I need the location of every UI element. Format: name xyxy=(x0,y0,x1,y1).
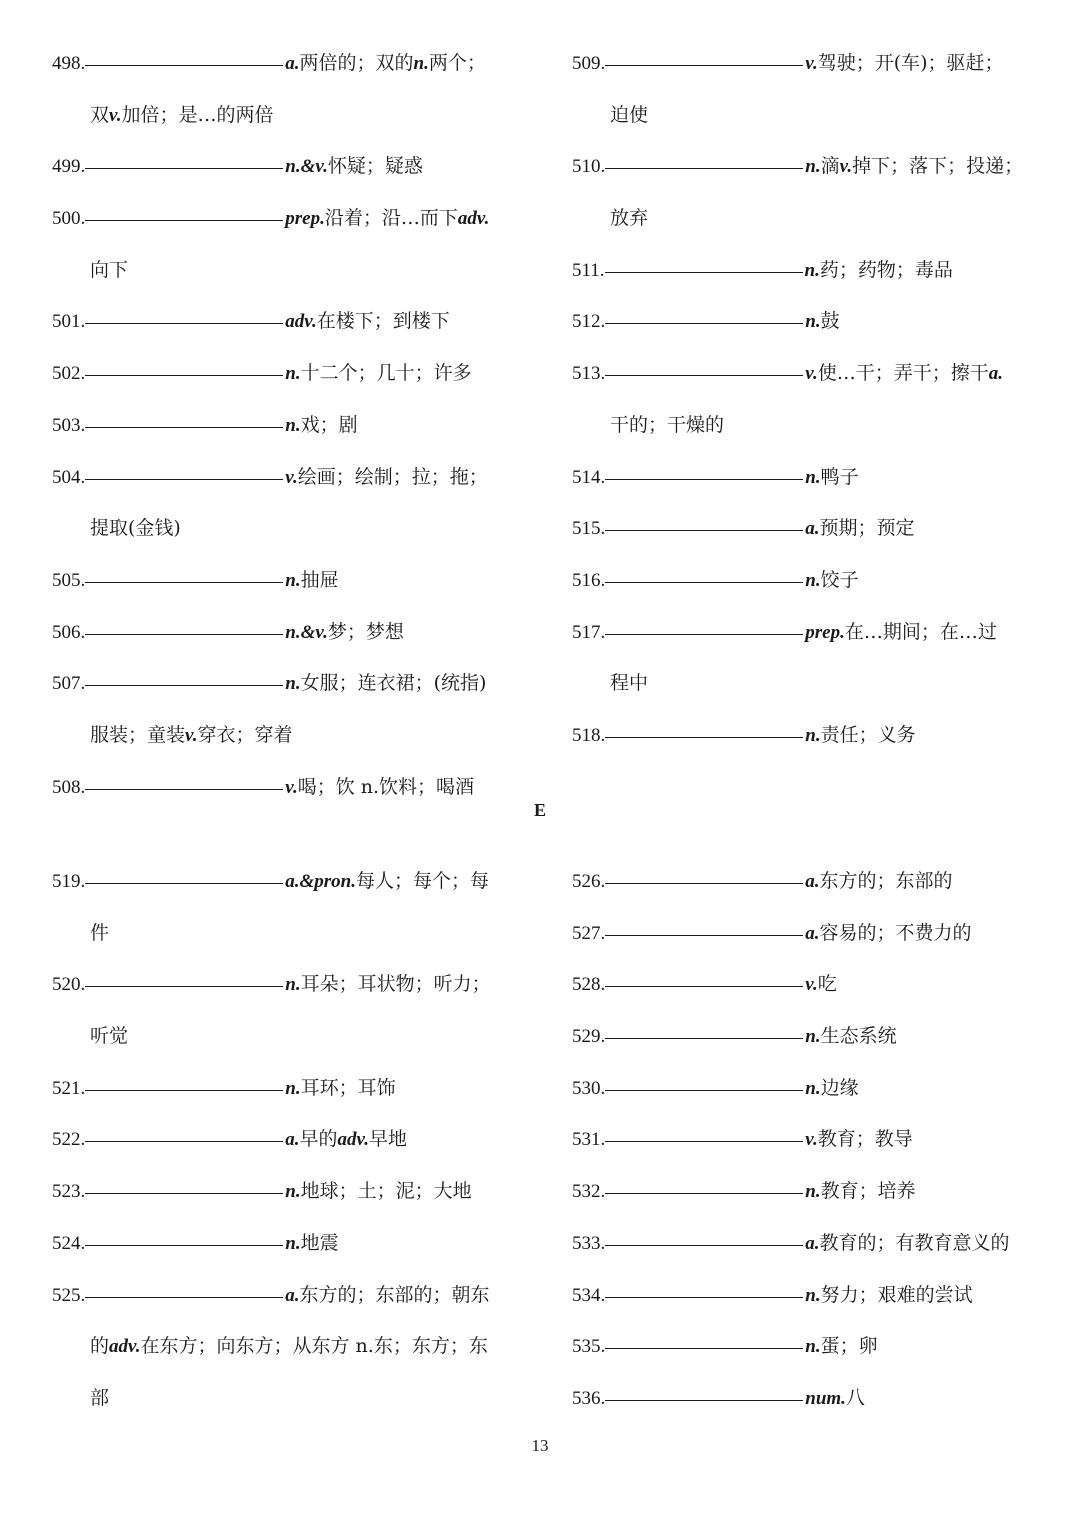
definition-text: 向下 xyxy=(90,258,129,281)
entry-number: 521. xyxy=(52,1077,86,1099)
entry-number: 503. xyxy=(52,414,86,436)
answer-blank[interactable] xyxy=(605,167,803,169)
entry-number: 519. xyxy=(52,871,86,892)
part-of-speech: v. xyxy=(839,156,853,178)
part-of-speech: v. xyxy=(285,776,298,798)
vocab-entry xyxy=(572,607,1042,659)
vocab-entry xyxy=(572,1373,1042,1425)
definition-text: 东方的；东部的 xyxy=(819,870,953,892)
answer-blank[interactable] xyxy=(85,985,283,987)
definition-continuation xyxy=(52,1011,522,1063)
definition-text: 双 xyxy=(90,103,110,126)
definition-text: 程中 xyxy=(610,672,649,695)
answer-blank[interactable] xyxy=(605,1089,803,1091)
answer-blank[interactable] xyxy=(605,1037,803,1039)
answer-blank[interactable] xyxy=(605,1399,803,1401)
definition-continuation xyxy=(572,658,1042,710)
definition-text: 干的；干燥的 xyxy=(610,413,725,436)
answer-blank[interactable] xyxy=(605,374,803,376)
part-of-speech: adv. xyxy=(285,311,317,333)
definition-text: 喝；饮 n.饮料；喝酒 xyxy=(297,775,475,798)
answer-blank[interactable] xyxy=(85,1296,283,1298)
entry-number: 504. xyxy=(52,466,86,488)
entry-number: 535. xyxy=(572,1336,606,1358)
entry-number: 518. xyxy=(572,724,606,746)
answer-blank[interactable] xyxy=(605,1296,803,1298)
definition-text: 戏；剧 xyxy=(300,413,358,436)
part-of-speech: v. xyxy=(805,974,818,996)
definition-text: 蛋；卵 xyxy=(820,1335,878,1358)
entry-number: 527. xyxy=(572,922,606,944)
definition-text: 服装；童装 xyxy=(90,723,186,746)
answer-blank[interactable] xyxy=(85,1089,283,1091)
definition-text: 件 xyxy=(90,921,110,944)
definition-text: 努力；艰难的尝试 xyxy=(820,1283,973,1306)
definition-text: 掉下；落下；投递； xyxy=(852,155,1024,178)
answer-blank[interactable] xyxy=(85,322,283,324)
vocab-entry xyxy=(572,1270,1042,1322)
answer-blank[interactable] xyxy=(605,1347,803,1349)
vocab-entry xyxy=(52,1270,522,1322)
entry-number: 520. xyxy=(52,974,86,996)
section2-right-column xyxy=(572,856,1042,1425)
answer-blank[interactable] xyxy=(605,1244,803,1246)
definition-text: 早的 xyxy=(299,1128,338,1151)
definition-continuation xyxy=(572,193,1042,245)
definition-text: 容易的；不费力的 xyxy=(819,921,972,944)
part-of-speech: n. xyxy=(805,1077,821,1099)
definition-text: 迫使 xyxy=(610,103,649,126)
section1-right-column xyxy=(572,38,1042,762)
part-of-speech: n.&v. xyxy=(285,156,328,178)
answer-blank[interactable] xyxy=(605,1192,803,1194)
entry-number: 530. xyxy=(572,1077,606,1099)
definition-text: 鸭子 xyxy=(820,465,859,488)
vocab-entry xyxy=(572,959,1042,1011)
vocab-entry xyxy=(572,452,1042,504)
vocab-entry xyxy=(572,1114,1042,1166)
vocab-entry xyxy=(572,856,1042,908)
part-of-speech: n. xyxy=(285,974,301,996)
vocab-entry xyxy=(52,193,522,245)
part-of-speech: v. xyxy=(805,1129,818,1151)
answer-blank[interactable] xyxy=(605,322,803,324)
definition-text: 八 xyxy=(845,1386,865,1409)
definition-text: 女服；连衣裙；(统指) xyxy=(300,672,487,695)
answer-blank[interactable] xyxy=(605,934,803,936)
definition-text: 梦；梦想 xyxy=(327,620,404,643)
part-of-speech: n. xyxy=(285,673,301,695)
definition-text: 生态系统 xyxy=(820,1025,897,1048)
vocab-entry xyxy=(52,607,522,659)
answer-blank[interactable] xyxy=(85,374,283,376)
entry-number: 507. xyxy=(52,673,86,695)
definition-text: 两倍的；双的 xyxy=(299,52,414,74)
entry-number: 522. xyxy=(52,1129,86,1151)
part-of-speech: n. xyxy=(805,156,821,178)
definition-text: 的 xyxy=(90,1335,110,1358)
entry-number: 516. xyxy=(572,569,606,591)
vocab-entry xyxy=(52,296,522,348)
vocab-entry xyxy=(52,555,522,607)
definition-text: 责任；义务 xyxy=(820,723,916,746)
definition-text: 驾驶；开(车)；驱赶； xyxy=(817,52,1004,74)
entry-number: 509. xyxy=(572,53,606,74)
definition-text: 教育；培养 xyxy=(820,1180,916,1203)
entry-number: 525. xyxy=(52,1284,86,1306)
definition-text: 听觉 xyxy=(90,1025,129,1048)
definition-text: 耳环；耳饰 xyxy=(300,1076,396,1099)
part-of-speech: n. xyxy=(285,1181,301,1203)
part-of-speech: adv. xyxy=(337,1129,369,1151)
answer-blank[interactable] xyxy=(605,1140,803,1142)
definition-text: 饺子 xyxy=(820,568,859,591)
part-of-speech: a. xyxy=(988,363,1003,385)
answer-blank[interactable] xyxy=(605,478,803,480)
part-of-speech: v. xyxy=(805,363,818,385)
part-of-speech: n. xyxy=(804,259,820,281)
answer-blank[interactable] xyxy=(85,1140,283,1142)
definition-text: 教育；教导 xyxy=(817,1128,913,1151)
entry-number: 500. xyxy=(52,208,86,230)
vocab-entry xyxy=(52,1063,522,1115)
answer-blank[interactable] xyxy=(605,529,803,531)
definition-text: 两个； xyxy=(428,52,486,74)
definition-text: 部 xyxy=(90,1386,110,1409)
section-letter-heading: E xyxy=(533,800,546,820)
vocab-entry xyxy=(52,1166,522,1218)
part-of-speech: n. xyxy=(805,1181,821,1203)
definition-continuation xyxy=(572,400,1042,452)
answer-blank[interactable] xyxy=(85,633,283,635)
part-of-speech: n. xyxy=(285,1232,301,1254)
answer-blank[interactable] xyxy=(85,426,283,428)
definition-continuation xyxy=(52,1321,522,1373)
vocab-entry xyxy=(572,245,1042,297)
answer-blank[interactable] xyxy=(605,581,803,583)
definition-text: 沿着；沿…而下 xyxy=(324,207,458,230)
vocab-entry xyxy=(52,141,522,193)
answer-blank[interactable] xyxy=(605,882,803,884)
vocab-entry xyxy=(572,1166,1042,1218)
answer-blank[interactable] xyxy=(85,64,283,66)
definition-text: 在…期间；在…过 xyxy=(844,620,997,643)
entry-number: 523. xyxy=(52,1181,86,1203)
definition-text: 边缘 xyxy=(820,1076,859,1099)
vocab-entry xyxy=(572,348,1042,400)
vocab-entry xyxy=(572,1011,1042,1063)
entry-number: 526. xyxy=(572,871,606,892)
vocab-entry xyxy=(52,1114,522,1166)
part-of-speech: a.&pron. xyxy=(285,871,356,892)
vocab-entry xyxy=(572,555,1042,607)
entry-number: 534. xyxy=(572,1284,606,1306)
entry-number: 512. xyxy=(572,311,606,333)
entry-number: 502. xyxy=(52,363,86,385)
part-of-speech: n. xyxy=(805,1336,821,1358)
vocab-entry xyxy=(572,503,1042,555)
section1-left-column xyxy=(52,38,522,813)
answer-blank[interactable] xyxy=(605,64,803,66)
answer-blank[interactable] xyxy=(85,167,283,169)
entry-number: 510. xyxy=(572,156,606,178)
entry-number: 513. xyxy=(572,363,606,385)
part-of-speech: a. xyxy=(285,53,300,74)
definition-text: 绘画；绘制；拉；拖； xyxy=(297,465,488,488)
part-of-speech: n. xyxy=(805,311,821,333)
vocab-entry xyxy=(572,1321,1042,1373)
definition-text: 预期；预定 xyxy=(819,517,915,540)
part-of-speech: v. xyxy=(185,724,198,746)
vocab-entry xyxy=(572,1063,1042,1115)
definition-text: 吃 xyxy=(817,973,837,996)
definition-continuation xyxy=(52,245,522,297)
answer-blank[interactable] xyxy=(85,882,283,884)
definition-continuation xyxy=(52,710,522,762)
part-of-speech: n. xyxy=(805,569,821,591)
definition-text: 鼓 xyxy=(820,310,840,333)
definition-continuation xyxy=(52,503,522,555)
definition-text: 东方的；东部的；朝东 xyxy=(299,1283,490,1306)
part-of-speech: v. xyxy=(805,53,818,74)
entry-number: 515. xyxy=(572,518,606,540)
part-of-speech: prep. xyxy=(285,208,325,230)
part-of-speech: a. xyxy=(805,1232,820,1254)
vocab-entry xyxy=(572,908,1042,960)
part-of-speech: n. xyxy=(285,414,301,436)
vocab-entry xyxy=(52,400,522,452)
entry-number: 499. xyxy=(52,156,86,178)
part-of-speech: n. xyxy=(805,466,821,488)
answer-blank[interactable] xyxy=(85,684,283,686)
vocab-entry xyxy=(52,1218,522,1270)
entry-number: 505. xyxy=(52,569,86,591)
page-number: 13 xyxy=(531,1436,549,1455)
definition-continuation xyxy=(52,908,522,960)
definition-text: 怀疑；疑惑 xyxy=(327,155,423,178)
answer-blank[interactable] xyxy=(85,219,283,221)
definition-text: 耳朵；耳状物；听力； xyxy=(300,973,491,996)
vocab-entry xyxy=(572,296,1042,348)
definition-text: 地球；土；泥；大地 xyxy=(300,1180,472,1203)
definition-text: 使…干；弄干；擦干 xyxy=(817,362,989,385)
part-of-speech: v. xyxy=(285,466,298,488)
entry-number: 517. xyxy=(572,621,606,643)
vocab-entry xyxy=(572,38,1042,90)
definition-text: 早地 xyxy=(369,1128,408,1151)
vocab-entry xyxy=(52,658,522,710)
entry-number: 532. xyxy=(572,1181,606,1203)
entry-number: 531. xyxy=(572,1129,606,1151)
definition-text: 加倍；是…的两倍 xyxy=(121,103,274,126)
answer-blank[interactable] xyxy=(85,581,283,583)
part-of-speech: adv. xyxy=(109,1336,141,1358)
vocab-entry xyxy=(52,38,522,90)
part-of-speech: n. xyxy=(285,363,301,385)
definition-continuation xyxy=(52,1373,522,1425)
definition-text: 地震 xyxy=(300,1231,339,1254)
part-of-speech: adv. xyxy=(457,208,490,230)
definition-continuation xyxy=(572,90,1042,142)
definition-text: 在东方；向东方；从东方 n.东；东方；东 xyxy=(140,1335,488,1358)
definition-text: 十二个；几十；许多 xyxy=(300,362,472,385)
definition-text: 放弃 xyxy=(610,207,649,230)
answer-blank[interactable] xyxy=(605,736,803,738)
definition-text: 提取(金钱) xyxy=(90,517,181,540)
vocab-entry xyxy=(572,141,1042,193)
answer-blank[interactable] xyxy=(605,633,803,635)
vocab-entry xyxy=(52,452,522,504)
vocab-entry xyxy=(572,1218,1042,1270)
definition-text: 抽屉 xyxy=(300,568,339,591)
entry-number: 501. xyxy=(52,311,86,333)
part-of-speech: a. xyxy=(805,871,820,892)
vocab-entry xyxy=(572,710,1042,762)
part-of-speech: v. xyxy=(109,104,122,126)
entry-number: 508. xyxy=(52,776,86,798)
part-of-speech: a. xyxy=(285,1129,300,1151)
definition-text: 教育的；有教育意义的 xyxy=(819,1231,1010,1254)
section2-left-column xyxy=(52,856,522,1425)
answer-blank[interactable] xyxy=(605,985,803,987)
part-of-speech: a. xyxy=(285,1284,300,1306)
vocab-entry xyxy=(52,959,522,1011)
entry-number: 533. xyxy=(572,1232,606,1254)
answer-blank[interactable] xyxy=(85,1244,283,1246)
part-of-speech: n. xyxy=(805,1284,821,1306)
definition-text: 穿衣；穿着 xyxy=(197,723,293,746)
vocab-entry xyxy=(52,348,522,400)
part-of-speech: n. xyxy=(285,569,301,591)
entry-number: 536. xyxy=(572,1387,606,1409)
definition-text: 在楼下；到楼下 xyxy=(316,310,450,333)
answer-blank[interactable] xyxy=(85,788,283,790)
part-of-speech: num. xyxy=(805,1387,846,1409)
entry-number: 511. xyxy=(572,259,605,281)
definition-text: 药；药物；毒品 xyxy=(819,258,953,281)
entry-number: 529. xyxy=(572,1026,606,1048)
vocab-entry xyxy=(52,856,522,908)
part-of-speech: n. xyxy=(805,1026,821,1048)
definition-text: 每人；每个；每 xyxy=(356,870,490,892)
entry-number: 506. xyxy=(52,621,86,643)
answer-blank[interactable] xyxy=(85,1192,283,1194)
part-of-speech: a. xyxy=(805,922,820,944)
part-of-speech: a. xyxy=(805,518,820,540)
part-of-speech: n.&v. xyxy=(285,621,328,643)
entry-number: 514. xyxy=(572,466,606,488)
part-of-speech: n. xyxy=(413,53,429,74)
answer-blank[interactable] xyxy=(85,478,283,480)
part-of-speech: n. xyxy=(805,724,821,746)
answer-blank[interactable] xyxy=(605,271,803,273)
entry-number: 498. xyxy=(52,53,86,74)
entry-number: 524. xyxy=(52,1232,86,1254)
definition-continuation xyxy=(52,90,522,142)
part-of-speech: prep. xyxy=(805,621,845,643)
entry-number: 528. xyxy=(572,974,606,996)
definition-text: 滴 xyxy=(820,155,840,178)
part-of-speech: n. xyxy=(285,1077,301,1099)
